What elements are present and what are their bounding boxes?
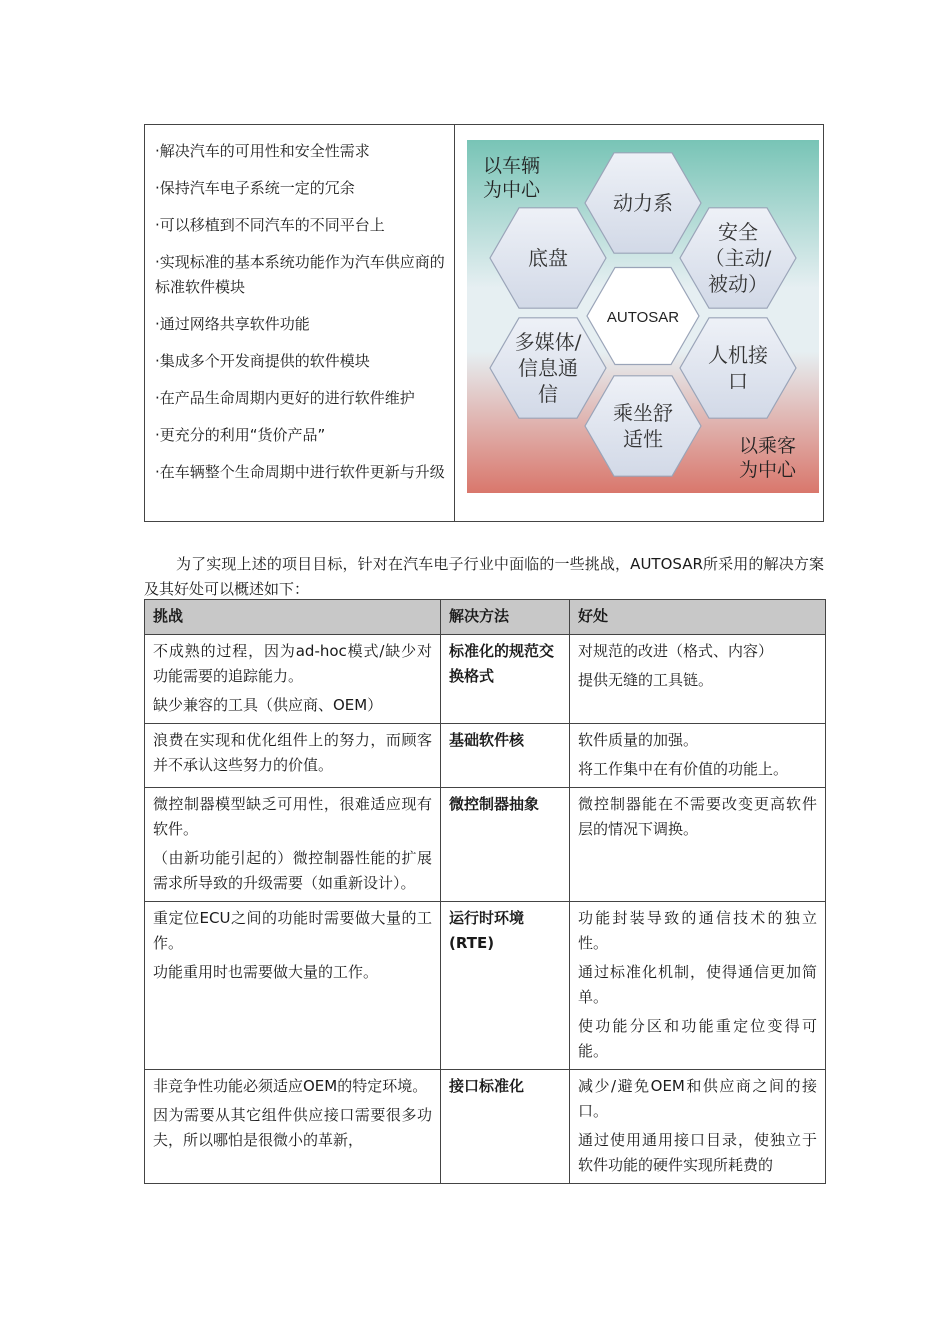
challenge-text: 微控制器模型缺乏可用性，很难适应现有软件。 <box>153 795 432 838</box>
corner-label-vehicle: 以车辆 <box>483 155 541 177</box>
table-row <box>145 635 826 724</box>
benefit-cell <box>570 902 826 1070</box>
solution-cell: 接口标准化 <box>441 1070 570 1184</box>
solution-cell: 运行时环境(RTE) <box>441 902 570 1070</box>
challenge-cell <box>145 788 441 902</box>
solution-cell: 标准化的规范交换格式 <box>441 635 570 724</box>
corner-label-passenger: 为中心 <box>739 459 797 481</box>
benefit-cell <box>570 635 826 724</box>
table-header-row <box>145 600 826 635</box>
benefit-text: 功能封装导致的通信技术的独立性。 <box>578 909 817 952</box>
benefit-text: 使功能分区和功能重定位变得可能。 <box>578 1017 817 1060</box>
hexagon-label: 被动） <box>708 272 768 296</box>
benefit-text: 通过标准化机制，使得通信更加简单。 <box>578 963 817 1006</box>
intro-paragraph: 为了实现上述的项目目标，针对在汽车电子行业中面临的一些挑战，AUTOSAR所采用的解决方案及其好处可以概述如下： <box>144 555 824 598</box>
benefit-text: 软件质量的加强。 <box>578 731 699 749</box>
benefit-text: 提供无缝的工具链。 <box>578 671 714 689</box>
goal-item: ·更充分的利用“货价产品” <box>155 426 326 444</box>
challenge-cell <box>145 724 441 788</box>
goal-item: ·保持汽车电子系统一定的冗余 <box>155 179 355 197</box>
benefit-text: 通过使用通用接口目录，使独立于软件功能的硬件实现所耗费的 <box>578 1131 817 1174</box>
table-row <box>145 724 826 788</box>
table-row <box>145 788 826 902</box>
hexagon-label: 多媒体/ <box>514 330 582 354</box>
autosar-domain-figure <box>467 140 819 493</box>
corner-label-vehicle: 为中心 <box>483 179 541 201</box>
benefit-text: 微控制器能在不需要改变更高软件层的情况下调换。 <box>578 795 817 838</box>
table-row <box>145 902 826 1070</box>
challenge-cell <box>145 635 441 724</box>
challenge-cell <box>145 902 441 1070</box>
goal-item: ·解决汽车的可用性和安全性需求 <box>155 142 370 160</box>
hexagon-label: 人机接 <box>708 343 768 367</box>
hexagon-label: 适性 <box>623 427 663 451</box>
goals-figure-table <box>144 124 824 522</box>
hexagon-label: 底盘 <box>528 246 568 270</box>
benefit-cell <box>570 788 826 902</box>
challenge-text: （由新功能引起的）微控制器性能的扩展需求所导致的升级需要（如重新设计）。 <box>153 849 432 892</box>
table-body <box>145 635 826 1184</box>
benefit-text: 对规范的改进（格式、内容） <box>578 642 774 660</box>
table-row <box>145 1070 826 1184</box>
center-label: AUTOSAR <box>606 309 680 326</box>
hexagon-label: 信息通 <box>518 356 578 380</box>
challenge-text: 不成熟的过程，因为ad-hoc模式/缺少对功能需要的追踪能力。 <box>153 642 432 685</box>
hexagon-label: （主动/ <box>704 246 772 270</box>
goal-item: ·在产品生命周期内更好的进行软件维护 <box>155 389 415 407</box>
goal-item: ·集成多个开发商提供的软件模块 <box>155 352 370 370</box>
challenge-text: 缺少兼容的工具（供应商、OEM） <box>153 696 383 714</box>
header-benefit: 好处 <box>570 600 826 635</box>
challenge-text: 因为需要从其它组件供应接口需要很多功夫，所以哪怕是很微小的革新， <box>153 1106 432 1149</box>
challenge-text: 重定位ECU之间的功能时需要做大量的工作。 <box>153 909 432 952</box>
hexagon-label: 信 <box>538 382 558 406</box>
solution-cell: 基础软件核 <box>441 724 570 788</box>
challenge-text: 非竞争性功能必须适应OEM的特定环境。 <box>153 1077 428 1095</box>
challenge-text: 浪费在实现和优化组件上的努力，而顾客并不承认这些努力的价值。 <box>153 731 432 774</box>
goal-item: ·实现标准的基本系统功能作为汽车供应商的标准软件模块 <box>155 253 445 296</box>
challenge-cell <box>145 1070 441 1184</box>
page-bottom-margin <box>0 1196 950 1344</box>
goal-item: ·可以移植到不同汽车的不同平台上 <box>155 216 385 234</box>
benefit-cell <box>570 724 826 788</box>
solution-cell: 微控制器抽象 <box>441 788 570 902</box>
goal-item: ·通过网络共享软件功能 <box>155 315 310 333</box>
corner-label-passenger: 以乘客 <box>739 435 797 457</box>
goal-item: ·在车辆整个生命周期中进行软件更新与升级 <box>155 463 445 481</box>
challenge-text: 功能重用时也需要做大量的工作。 <box>153 963 379 981</box>
challenge-solution-table <box>144 599 826 1184</box>
table-divider <box>454 125 455 521</box>
header-challenge: 挑战 <box>145 600 441 635</box>
hexagon-label: 乘坐舒 <box>613 401 673 425</box>
hexagon-label: 动力系 <box>613 191 673 215</box>
benefit-cell <box>570 1070 826 1184</box>
header-solution: 解决方法 <box>441 600 570 635</box>
benefit-text: 将工作集中在有价值的功能上。 <box>578 760 789 778</box>
benefit-text: 减少/避免OEM和供应商之间的接口。 <box>578 1077 817 1120</box>
hexagon-label: 口 <box>728 369 748 393</box>
goals-list <box>155 139 447 497</box>
hexagon-label: 安全 <box>718 220 758 244</box>
